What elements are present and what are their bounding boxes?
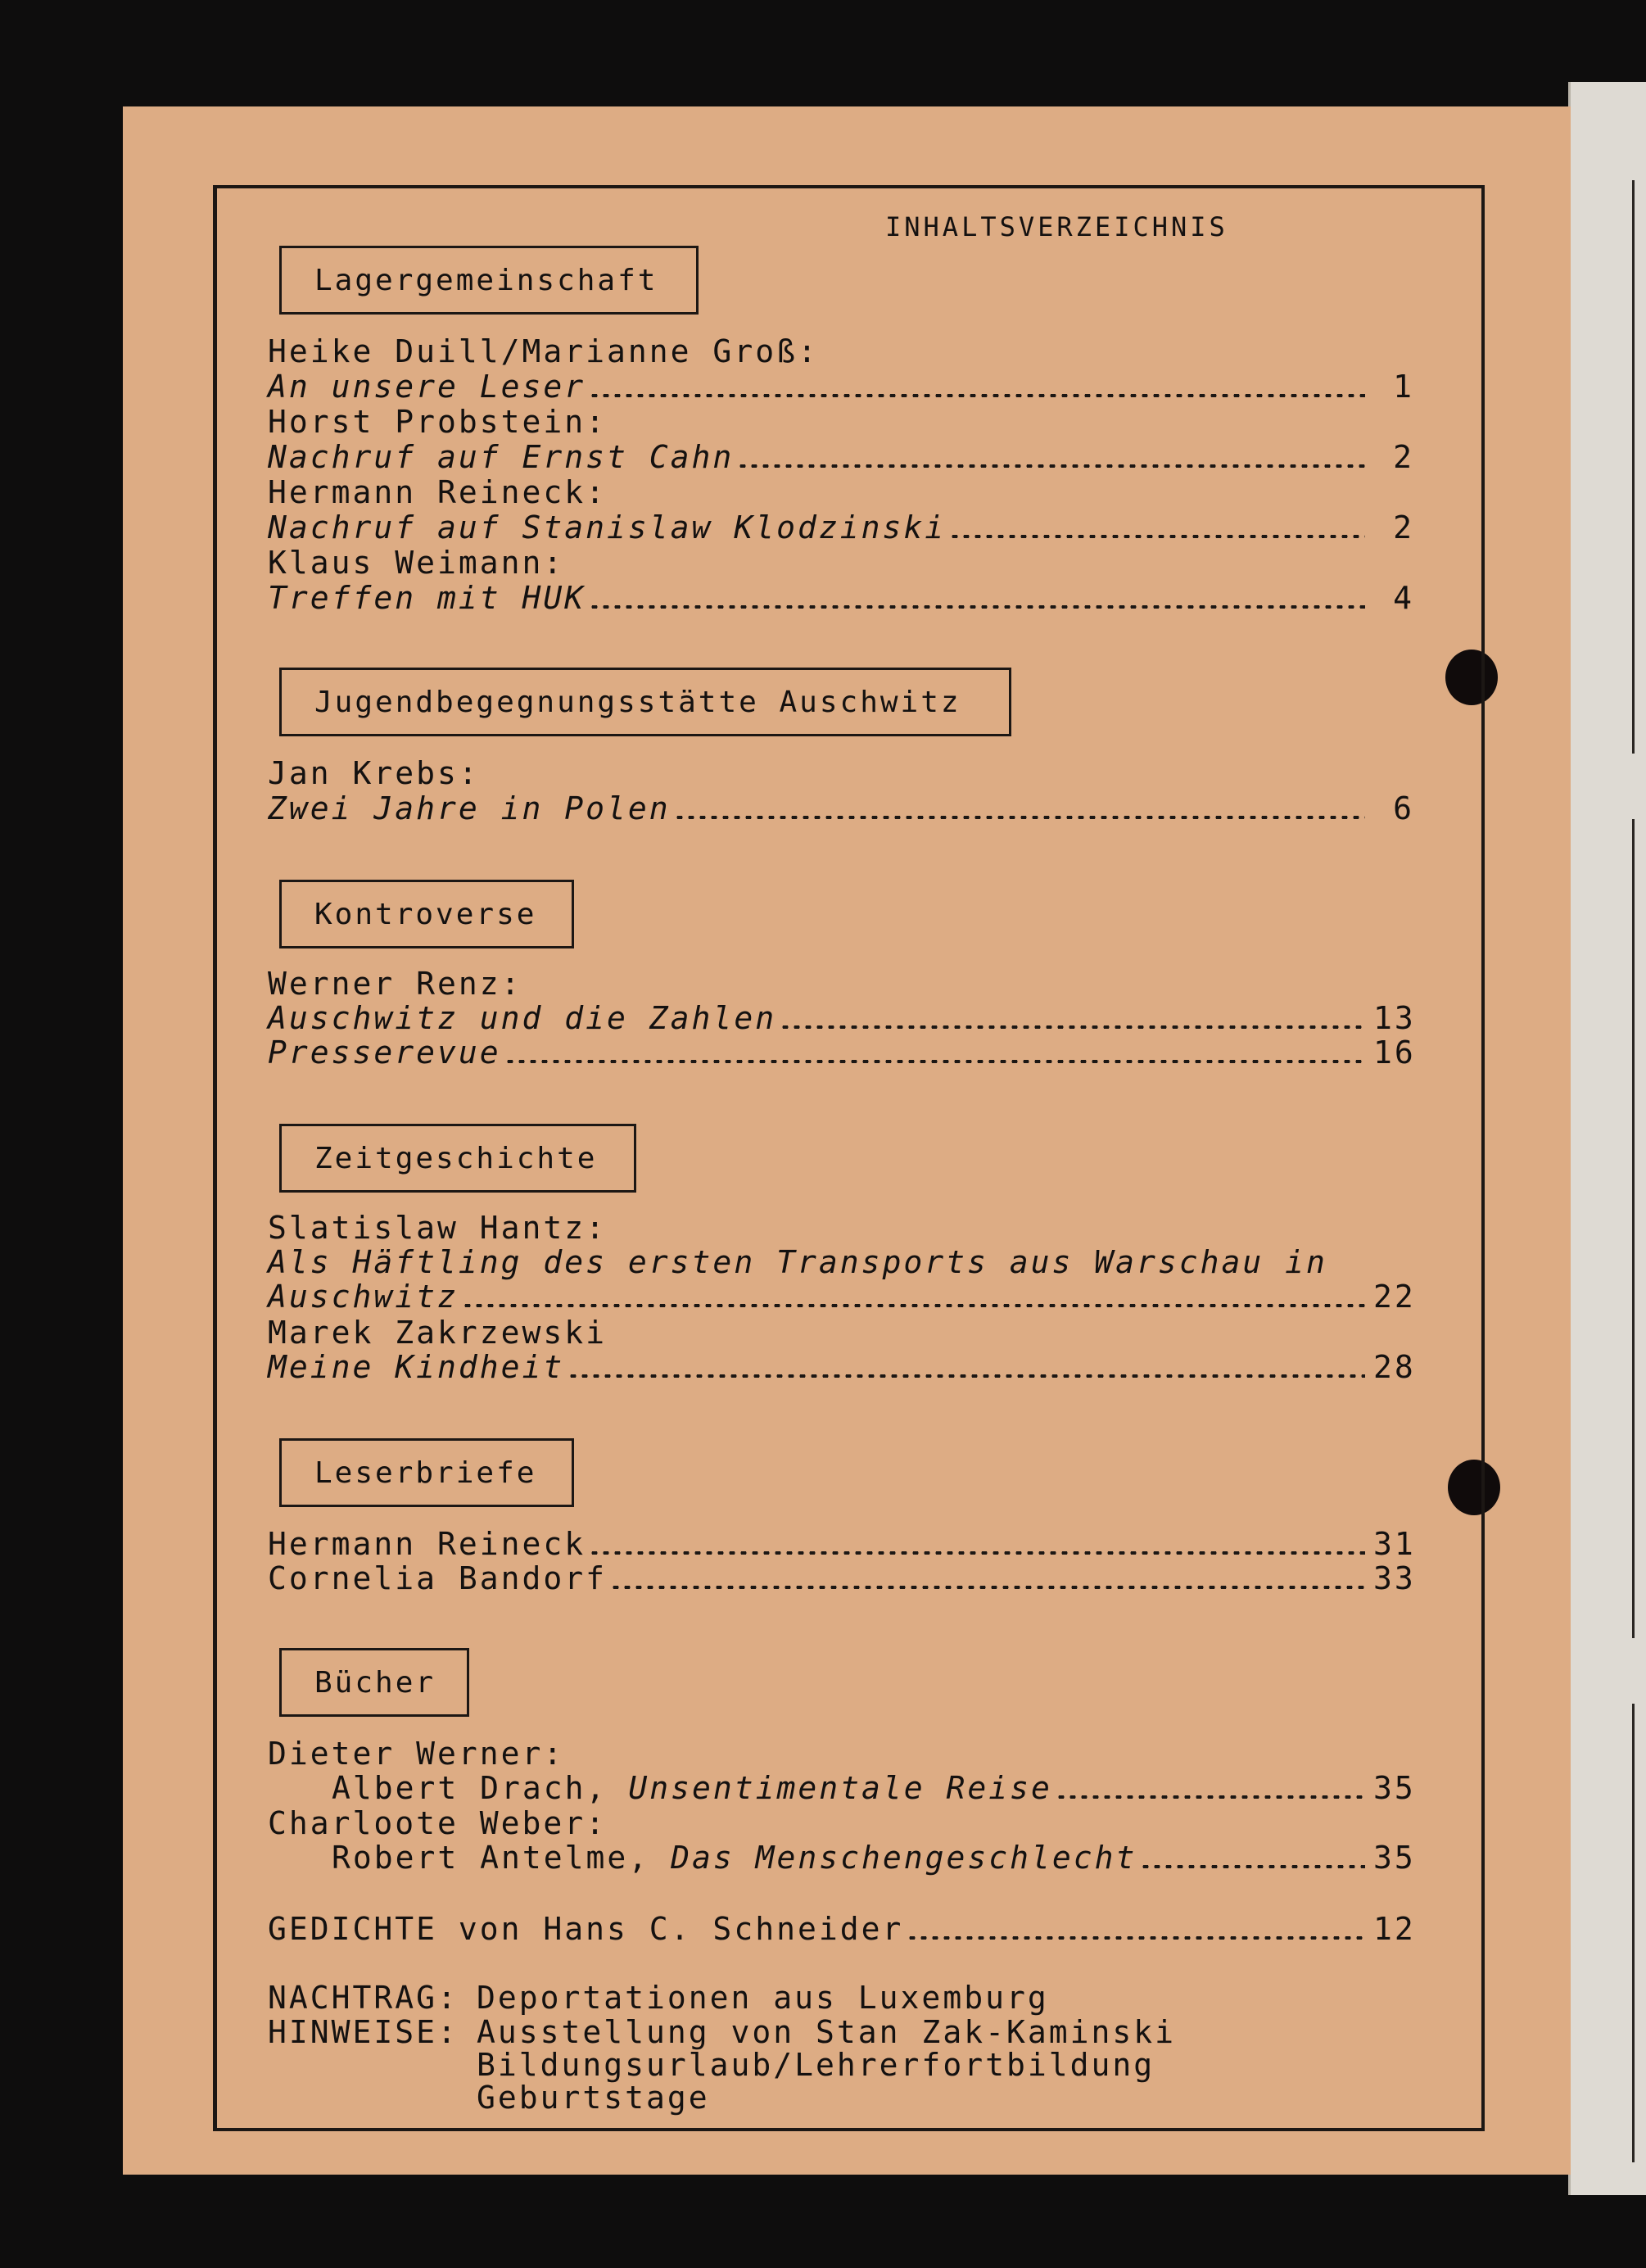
toc-entry	[268, 1527, 1414, 1561]
entry-title-continued: Auschwitz	[268, 1279, 459, 1315]
entry-author: Horst Probstein:	[268, 404, 608, 440]
entry-title: Als Häftling des ersten Transports aus Warschau in	[268, 1244, 1327, 1280]
toc-entry	[268, 1279, 1414, 1314]
adjacent-page-rule	[1632, 180, 1635, 754]
entry-page: 33	[1373, 1560, 1416, 1596]
nachtrag-text: Deportationen aus Luxemburg	[477, 1980, 1049, 2016]
toc-entry	[268, 791, 1414, 826]
dot-leader	[589, 394, 1365, 397]
entry-author: Slatislaw Hantz:	[268, 1210, 608, 1246]
entry-page: 35	[1373, 1840, 1416, 1876]
entry-page: 31	[1373, 1526, 1416, 1562]
entry-page: 16	[1373, 1034, 1416, 1071]
entry-title: An unsere Leser	[268, 369, 586, 405]
book-author: Albert Drach,	[332, 1770, 608, 1806]
entry-title: Presserevue	[268, 1034, 501, 1071]
toc-frame	[213, 185, 1485, 2131]
dot-leader	[1140, 1865, 1365, 1868]
entry-author: Hermann Reineck:	[268, 474, 608, 510]
entry-title: Nachruf auf Ernst Cahn	[268, 439, 735, 475]
toc-page	[123, 106, 1571, 2175]
adjacent-page-rule	[1632, 819, 1635, 1638]
hinweise-label: HINWEISE:	[268, 2014, 459, 2050]
entry-author: Klaus Weimann:	[268, 545, 565, 581]
entry-author: Cornelia Bandorf	[268, 1560, 608, 1596]
entry-title: Nachruf auf Stanislaw Klodzinski	[268, 509, 947, 545]
toc-entry	[268, 1561, 1414, 1596]
nachtrag-line	[268, 1981, 1049, 2015]
section-leserbriefe: Leserbriefe	[279, 1438, 574, 1507]
entry-author: Marek Zakrzewski	[268, 1315, 608, 1351]
entry-author: Werner Renz:	[268, 966, 522, 1002]
entry-reviewer: Charloote Weber:	[268, 1805, 608, 1841]
toc-entry	[332, 1840, 1414, 1875]
hinweise-item: Bildungsurlaub/Lehrerfortbildung	[477, 2047, 1155, 2083]
dot-leader	[907, 1936, 1365, 1940]
toc-entry	[268, 1350, 1414, 1384]
dot-leader	[737, 464, 1365, 468]
toc-heading: INHALTSVERZEICHNIS	[885, 211, 1228, 242]
dot-leader	[589, 1551, 1365, 1555]
toc-entry	[268, 440, 1414, 474]
dot-leader	[1056, 1795, 1365, 1799]
toc-entry	[268, 1001, 1414, 1035]
dot-leader	[589, 605, 1365, 609]
section-zeitgeschichte: Zeitgeschichte	[279, 1124, 636, 1193]
section-lagergemeinschaft: Lagergemeinschaft	[279, 246, 699, 315]
section-kontroverse: Kontroverse	[279, 880, 574, 948]
entry-title: Zwei Jahre in Polen	[268, 790, 671, 826]
dot-leader	[949, 535, 1365, 538]
entry-reviewer: Dieter Werner:	[268, 1736, 565, 1772]
entry-page: 4	[1393, 580, 1414, 616]
section-jugendbegegnungsstaette: Jugendbegegnungsstätte Auschwitz	[279, 668, 1011, 736]
entry-page: 13	[1373, 1000, 1416, 1036]
entry-title: Auschwitz und die Zahlen	[268, 1000, 777, 1036]
toc-entry	[268, 1912, 1414, 1946]
book-title: Unsentimentale Reise	[628, 1770, 1052, 1806]
hinweise-line	[268, 2015, 1176, 2049]
book-author: Robert Antelme,	[332, 1840, 650, 1876]
dot-leader	[780, 1025, 1365, 1029]
entry-page: 1	[1393, 369, 1414, 405]
entry-page: 22	[1373, 1279, 1416, 1315]
entry-title: Meine Kindheit	[268, 1349, 565, 1385]
hinweise-item: Geburtstage	[477, 2080, 710, 2116]
gedichte-label: GEDICHTE von Hans C. Schneider	[268, 1911, 904, 1947]
entry-page: 6	[1393, 790, 1414, 826]
adjacent-page-edge	[1568, 82, 1646, 2195]
toc-entry	[268, 581, 1414, 615]
entry-author: Heike Duill/Marianne Groß:	[268, 333, 819, 369]
toc-entry	[268, 369, 1414, 404]
entry-page: 28	[1373, 1349, 1416, 1385]
dot-leader	[610, 1586, 1365, 1589]
entry-title: Treffen mit HUK	[268, 580, 586, 616]
dot-leader	[674, 816, 1365, 819]
adjacent-page-rule	[1632, 1704, 1635, 2162]
section-buecher: Bücher	[279, 1648, 469, 1717]
entry-page: 35	[1373, 1770, 1416, 1806]
entry-page: 2	[1393, 509, 1414, 545]
dot-leader	[568, 1374, 1365, 1378]
dot-leader	[504, 1060, 1365, 1063]
dot-leader	[462, 1304, 1365, 1307]
toc-entry	[268, 510, 1414, 545]
hinweise-item: Ausstellung von Stan Zak-Kaminski	[477, 2014, 1176, 2050]
book-title: Das Menschengeschlecht	[671, 1840, 1137, 1876]
toc-entry	[268, 1035, 1414, 1070]
entry-page: 12	[1373, 1911, 1416, 1947]
entry-author: Jan Krebs:	[268, 755, 480, 791]
entry-author: Hermann Reineck	[268, 1526, 586, 1562]
entry-page: 2	[1393, 439, 1414, 475]
toc-entry	[332, 1771, 1414, 1805]
nachtrag-label: NACHTRAG:	[268, 1980, 459, 2016]
